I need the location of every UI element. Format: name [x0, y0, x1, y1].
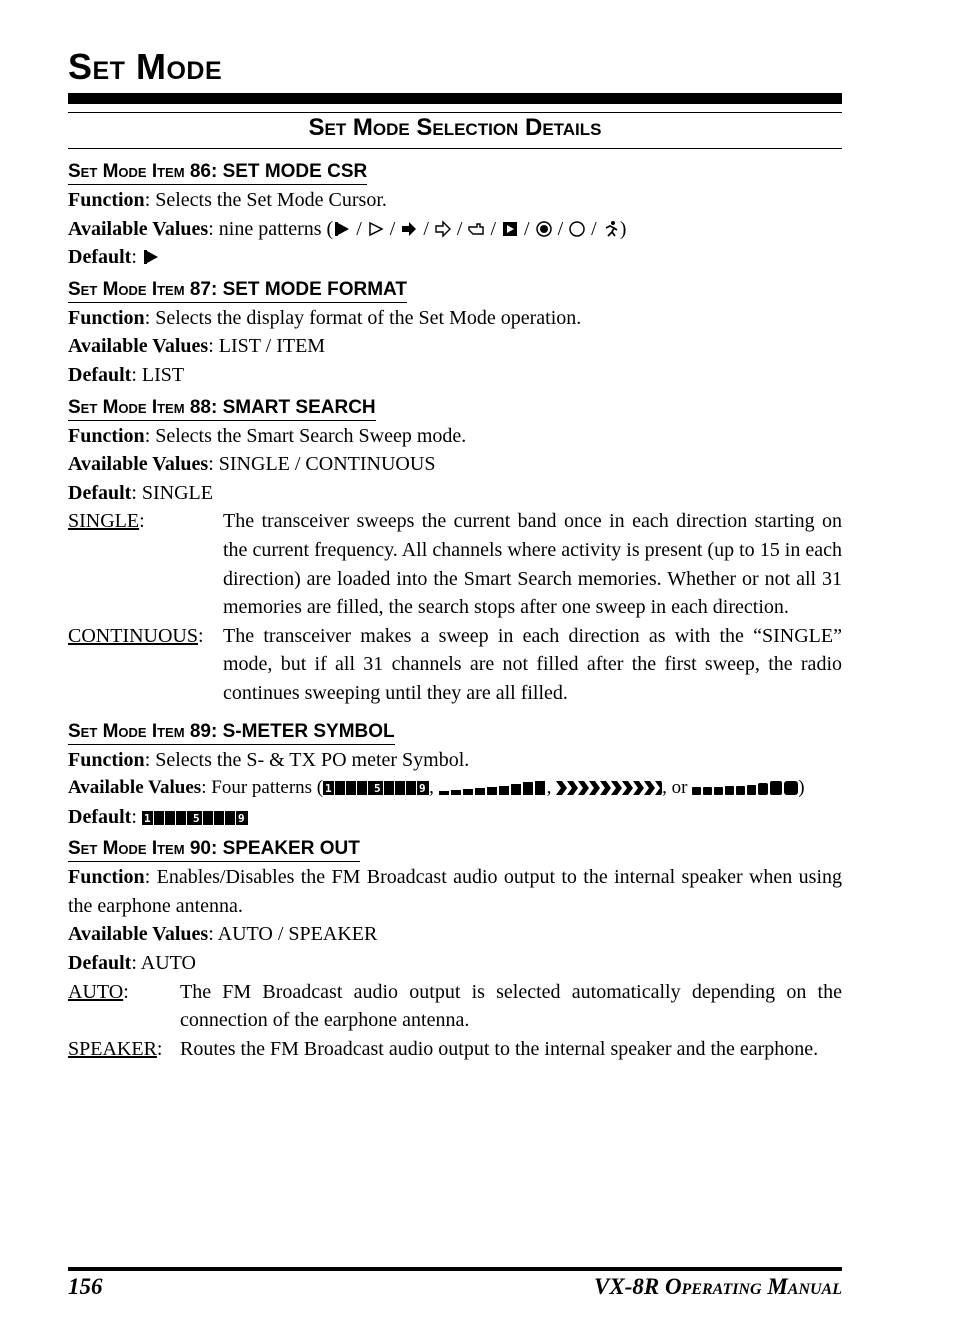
slash: / [423, 217, 429, 240]
slash: / [557, 217, 564, 240]
default-line [68, 361, 842, 390]
function-line [68, 863, 842, 920]
slash: / [389, 217, 396, 240]
default-text: : SINGLE [131, 481, 213, 504]
s-meter-chevrons-icon [556, 780, 662, 796]
default-text: : LIST [131, 363, 185, 386]
section-title: Set Mode Selection Details [308, 114, 602, 141]
values-text: : LIST / ITEM [208, 335, 326, 358]
function-text: : Selects the Smart Search Sweep mode. [144, 424, 467, 447]
option-single [68, 507, 842, 621]
default-label: Default [68, 363, 132, 386]
item-number-title: 88: SMART SEARCH [189, 396, 376, 418]
cursor-filled-arrow-icon [333, 220, 351, 238]
values-line [68, 215, 842, 244]
s-meter-rising-bars-icon [439, 780, 547, 796]
option-auto [68, 978, 842, 1035]
s-meter-numbered-blocks-icon [142, 810, 248, 826]
or: , or [662, 777, 688, 799]
default-prefix: : [131, 246, 142, 269]
item-heading [68, 278, 407, 303]
default-label: Default [68, 952, 132, 975]
item-prefix: Set Mode Item [68, 396, 185, 418]
default-text: : AUTO [131, 952, 196, 975]
default-line [68, 243, 842, 272]
default-label: Default [68, 246, 132, 269]
item-number-title: 86: SET MODE CSR [189, 161, 368, 182]
default-line [68, 949, 842, 978]
footer-rule [68, 1267, 842, 1271]
content [68, 154, 842, 1063]
svg-text:1: 1 [325, 782, 332, 796]
values-text: : AUTO / SPEAKER [208, 923, 378, 946]
default-prefix: : [131, 805, 142, 828]
item-87 [68, 272, 842, 390]
cursor-target-circle-icon [535, 220, 553, 238]
slash: / [356, 217, 362, 240]
comma: , [546, 777, 552, 799]
values-line [68, 774, 842, 803]
item-88 [68, 390, 842, 708]
page-number: 156 [68, 1274, 103, 1299]
values-suffix: ) [798, 777, 805, 799]
svg-text:9: 9 [237, 811, 245, 825]
option-term: SPEAKER: [68, 1037, 163, 1060]
values-line [68, 450, 842, 479]
item-prefix: Set Mode Item [68, 838, 185, 860]
s-meter-bar-graph-icon [692, 780, 798, 796]
svg-text:5: 5 [192, 811, 200, 825]
item-86 [68, 154, 842, 272]
comma: , [429, 777, 434, 799]
s-meter-numbered-blocks-icon [323, 780, 429, 796]
values-line [68, 920, 842, 949]
default-line [68, 479, 842, 508]
section-rule-top [68, 112, 842, 113]
item-heading [68, 396, 376, 421]
option-description: The FM Broadcast audio output is selected automatically depending on the connection of the earphone antenna. [180, 980, 842, 1032]
svg-text:1: 1 [143, 811, 151, 825]
function-text: : Selects the Set Mode Cursor. [144, 189, 387, 211]
function-line [68, 186, 842, 215]
option-term: CONTINUOUS: [68, 624, 204, 647]
values-label: Available Values [68, 335, 209, 358]
function-label: Function [68, 424, 145, 447]
slash: / [524, 217, 530, 240]
cursor-filled-arrow-icon [142, 248, 160, 266]
values-suffix: ) [619, 217, 627, 240]
option-continuous [68, 622, 842, 708]
option-description: The transceiver makes a sweep in each direction as with the “SINGLE” mode, but if all 31 channels are not filled after the first sweep, the radio continues sweeping until they are all filled. [223, 624, 842, 704]
option-speaker [68, 1035, 842, 1064]
cursor-runner-icon [602, 220, 620, 238]
item-89 [68, 714, 842, 832]
function-text: : Selects the S- & TX PO meter Symbol. [144, 748, 470, 771]
values-prefix: : nine patterns ( [208, 217, 334, 240]
cursor-open-circle-icon [568, 220, 586, 238]
svg-text:5: 5 [374, 782, 381, 796]
item-prefix: Set Mode Item [68, 278, 185, 300]
function-label: Function [68, 189, 145, 211]
function-text: : Selects the display format of the Set Mode operation. [144, 306, 582, 329]
values-text: : SINGLE / CONTINUOUS [208, 453, 436, 476]
item-heading [68, 837, 360, 862]
option-term: AUTO: [68, 980, 129, 1003]
section-rule-bottom [68, 148, 842, 149]
function-label: Function [68, 866, 145, 889]
item-prefix: Set Mode Item [68, 161, 185, 182]
option-description: Routes the FM Broadcast audio output to the internal speaker and the earphone. [180, 1037, 819, 1060]
option-description: The transceiver sweeps the current band once in each direction starting on the current frequency. All channels where activity is present (up to 15 in each direction) are loaded into the Smart Search memories. Whether or not all 31 memories are filled, the search stops after one sweep in each direction. [223, 510, 842, 619]
cursor-outline-triangle-icon [367, 220, 385, 238]
cursor-boxed-arrow-icon [501, 220, 519, 238]
item-heading [68, 160, 367, 185]
values-prefix: : Four patterns ( [201, 777, 324, 799]
option-term: SINGLE: [68, 510, 145, 533]
values-label: Available Values [68, 217, 209, 240]
item-heading [68, 720, 395, 745]
function-line [68, 746, 842, 775]
manual-title: VX-8R Operating Manual [594, 1274, 842, 1299]
slash: / [456, 217, 463, 240]
slash: / [490, 217, 496, 240]
default-line [68, 803, 842, 832]
svg-text:9: 9 [419, 782, 426, 796]
item-number-title: 90: SPEAKER OUT [189, 838, 360, 860]
default-label: Default [68, 805, 132, 828]
item-number-title: 87: SET MODE FORMAT [189, 278, 407, 300]
cursor-pointing-hand-icon [467, 220, 485, 238]
page-title: Set Mode [68, 46, 223, 87]
values-label: Available Values [68, 453, 209, 476]
item-number-title: 89: S-METER SYMBOL [189, 720, 395, 742]
cursor-outline-block-arrow-icon [434, 220, 452, 238]
header-thick-rule [68, 93, 842, 104]
function-label: Function [68, 306, 145, 329]
function-label: Function [68, 748, 145, 771]
values-label: Available Values [68, 923, 209, 946]
item-90 [68, 831, 842, 1063]
cursor-filled-block-arrow-icon [400, 220, 418, 238]
function-line [68, 304, 842, 333]
function-text: : Enables/Disables the FM Broadcast audio output to the internal speaker when using the earphone antenna. [68, 866, 842, 917]
function-line [68, 422, 842, 451]
slash: / [591, 217, 597, 240]
item-prefix: Set Mode Item [68, 720, 185, 742]
default-label: Default [68, 481, 132, 504]
values-line [68, 332, 842, 361]
values-label: Available Values [68, 777, 202, 799]
